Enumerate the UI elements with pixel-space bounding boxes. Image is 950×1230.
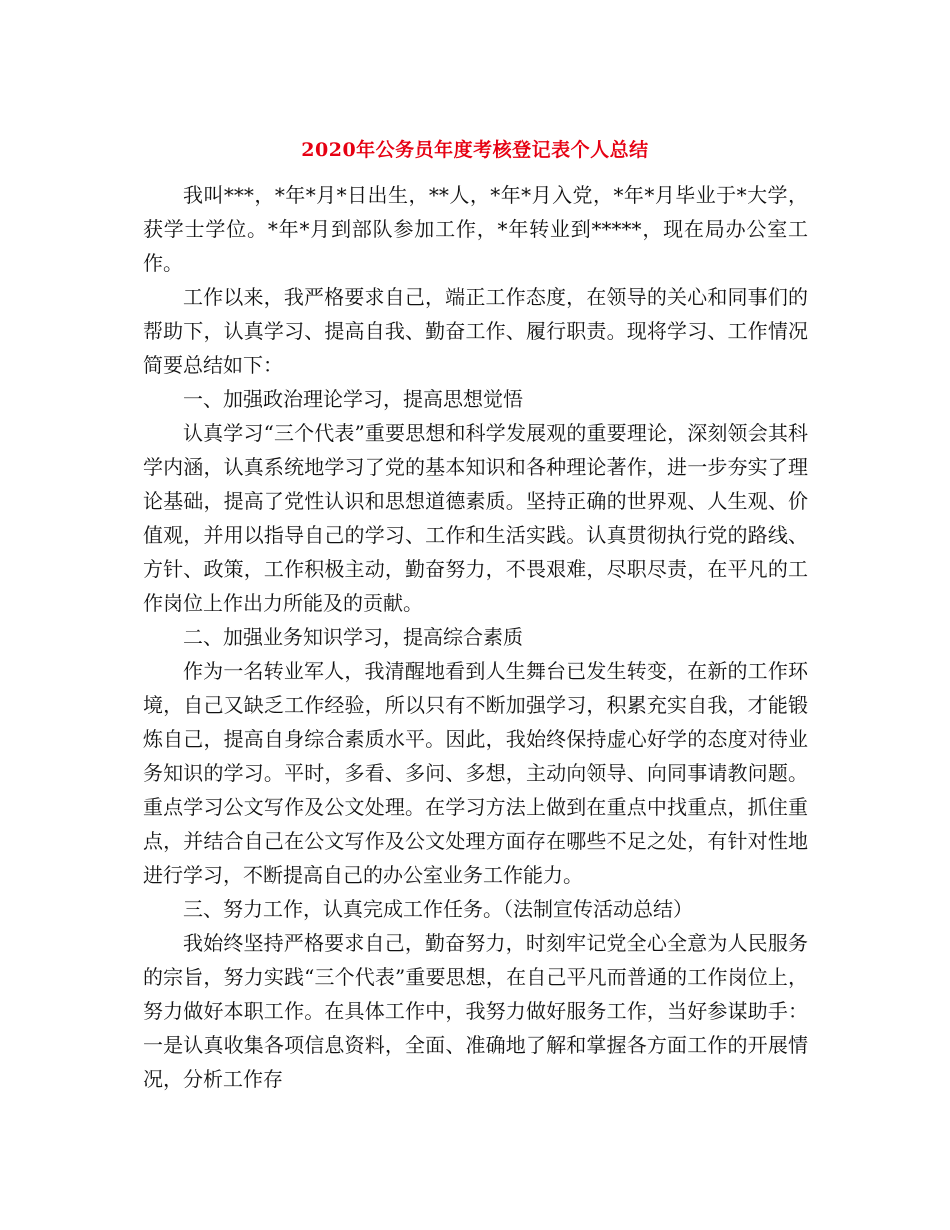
paragraph-section-3: 我始终坚持严格要求自己，勤奋努力，时刻牢记党全心全意为人民服务的宗旨，努力实践“三个代表”重要思想，在自己平凡而普通的工作岗位上，努力做好本职工作。在具体工作中，我努力做好服务工作，当好参谋助手：一是认真收集各项信息资料，全面、准确地了解和掌握各方面工作的开展情况，分析工作存 [143,931,808,1091]
paragraph-section-2: 作为一名转业军人，我清醒地看到人生舞台已发生转变，在新的工作环境，自己又缺乏工作经验，所以只有不断加强学习，积累充实自我，才能锻炼自己，提高自身综合素质水平。因此，我始终保持虚心好学的态度对待业务知识的学习。平时，多看、多问、多想，主动向领导、向同事请教问题。重点学习公文写作及公文处理。在学习方法上做到在重点中找重点，抓住重点，并结合自己在公文写作及公文处理方面存在哪些不足之处，有针对性地进行学习，不断提高自己的办公室业务工作能力。 [143,659,808,887]
paragraph-section-1: 认真学习“三个代表”重要思想和科学发展观的重要理论，深刻领会其科学内涵，认真系统地学习了党的基本知识和各种理论著作，进一步夯实了理论基础，提高了党性认识和思想道德素质。坚持正确的世界观、人生观、价值观，并用以指导自己的学习、工作和生活实践。认真贯彻执行党的路线、方针、政策，工作积极主动，勤奋努力，不畏艰难，尽职尽责，在平凡的工作岗位上作出力所能及的贡献。 [143,421,808,615]
section-heading-1: 一、加强政治理论学习，提高思想觉悟 [183,387,523,411]
section-heading-3: 三、努力工作，认真完成工作任务。（法制宣传活动总结） [183,897,693,921]
paragraph-overview: 工作以来，我严格要求自己，端正工作态度，在领导的关心和同事们的帮助下，认真学习、提高自我、勤奋工作、履行职责。现将学习、工作情况简要总结如下： [143,285,808,377]
document-title: 2020年公务员年度考核登记表个人总结 [301,139,649,161]
section-heading-2: 二、加强业务知识学习，提高综合素质 [183,625,523,649]
document-body [143,178,808,1096]
paragraph-intro: 我叫***，*年*月*日出生，**人，*年*月入党，*年*月毕业于*大学，获学士学位。*年*月到部队参加工作，*年转业到*****，现在局办公室工作。 [143,183,808,275]
